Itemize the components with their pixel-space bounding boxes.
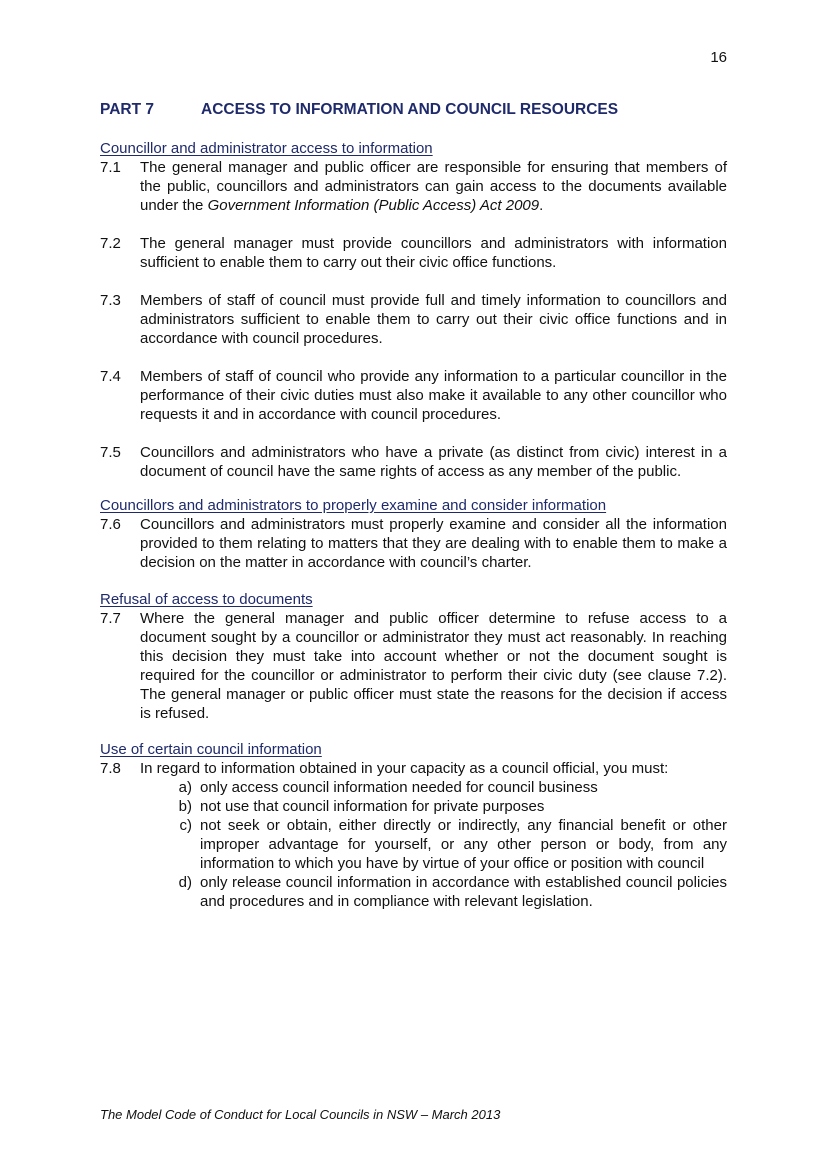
list-text: not seek or obtain, either directly or indirectly, any financial benefit or other improper advantage for yourself, or any other person or body, from any information to which you have by virtue of your office or position with council <box>200 817 727 872</box>
clause <box>100 158 727 215</box>
clause <box>100 609 727 723</box>
list-text: only access council information needed for council business <box>200 779 598 796</box>
clause-text: The general manager and public officer are responsible for ensuring that members of the public, councillors and administrators can gain access to the documents available under the Government Information (Public Access) Act 2009. <box>140 159 727 214</box>
page-footer: The Model Code of Conduct for Local Councils in NSW – March 2013 <box>100 1107 501 1122</box>
section-heading: Councillor and administrator access to information <box>100 140 433 157</box>
part-number: PART 7 <box>100 101 154 118</box>
clause-number: 7.5 <box>100 444 121 461</box>
clause-number: 7.8 <box>100 760 121 777</box>
section-heading: Councillors and administrators to properly examine and consider information <box>100 497 607 514</box>
page-number: 16 <box>710 49 727 66</box>
list-letter: d) <box>178 874 192 891</box>
list-letter: a) <box>178 779 192 796</box>
clause-text: Councillors and administrators who have a private (as distinct from civic) interest in a document of council have the same rights of access as any member of the public. <box>140 444 727 480</box>
clause <box>100 291 727 348</box>
clause <box>100 443 727 481</box>
list-item <box>160 873 727 911</box>
clause-number: 7.2 <box>100 235 121 252</box>
list-letter: b) <box>178 798 192 815</box>
clause <box>100 759 727 778</box>
list-item <box>160 797 727 816</box>
document-body <box>100 139 727 911</box>
clause-text: Where the general manager and public officer determine to refuse access to a document sought by a councillor or administrator they must act reasonably. In reaching this decision they must take into account whether or not the document sought is required for the councillor or administrator to perform their civic duty (see clause 7.2). The general manager or public officer must state the reasons for the decision if access is refused. <box>140 610 727 722</box>
list-text: not use that council information for private purposes <box>200 798 545 815</box>
part-heading <box>100 100 618 119</box>
section-heading: Use of certain council information <box>100 741 322 758</box>
act-title: Government Information (Public Access) Act 2009 <box>207 197 540 214</box>
clause <box>100 234 727 272</box>
list-letter: c) <box>179 817 192 834</box>
clause-number: 7.1 <box>100 159 121 176</box>
section-heading: Refusal of access to documents <box>100 591 313 608</box>
clause-text: Members of staff of council who provide any information to a particular councillor in the performance of their civic duties must also make it available to any other councillor who requests it and in accordance with council procedures. <box>140 368 727 423</box>
clause-number: 7.6 <box>100 516 121 533</box>
clause <box>100 515 727 572</box>
clause-number: 7.4 <box>100 368 121 385</box>
part-title: ACCESS TO INFORMATION AND COUNCIL RESOURCES <box>201 101 619 118</box>
sub-list <box>160 778 727 911</box>
clause-text: Councillors and administrators must properly examine and consider all the information provided to them relating to matters that they are dealing with to enable them to make a decision on the matter in accordance with council’s charter. <box>140 516 727 571</box>
list-text: only release council information in accordance with established council policies and procedures and in compliance with relevant legislation. <box>200 874 727 910</box>
clause-number: 7.7 <box>100 610 121 627</box>
clause-text: The general manager must provide councillors and administrators with information sufficient to enable them to carry out their civic office functions. <box>140 235 727 271</box>
clause-text: In regard to information obtained in your capacity as a council official, you must: <box>140 760 669 777</box>
clause-text: Members of staff of council must provide full and timely information to councillors and administrators sufficient to enable them to carry out their civic office functions and in accordance with council procedures. <box>140 292 727 347</box>
clause <box>100 367 727 424</box>
clause-number: 7.3 <box>100 292 121 309</box>
list-item <box>160 778 727 797</box>
list-item <box>160 816 727 873</box>
